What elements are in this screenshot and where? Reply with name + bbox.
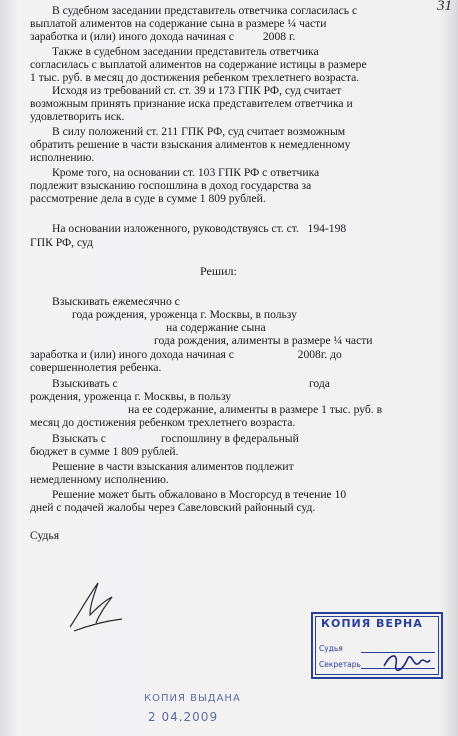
stamp-judge-label: Судья bbox=[319, 644, 343, 653]
text-line: согласилась с выплатой алиментов на содержание истицы в размере bbox=[30, 58, 367, 71]
text-line: Взыскивать с года bbox=[52, 377, 330, 390]
text-line: Кроме того, на основании ст. 103 ГПК РФ с ответчика bbox=[52, 166, 320, 179]
text-line: Также в судебном заседании представитель ответчика bbox=[52, 45, 319, 58]
judge-signature bbox=[60, 575, 130, 637]
text-line: рождения, уроженца г. Москвы, в пользу bbox=[30, 390, 232, 403]
text-line: года рождения, алименты в размере ¼ части bbox=[154, 334, 373, 347]
text-line: 1 тыс. руб. в месяц до достижения ребенком трехлетнего возраста. bbox=[30, 71, 360, 84]
text-line: Судья bbox=[30, 529, 60, 542]
issued-stamp-date: 2 04.2009 bbox=[148, 710, 219, 724]
text-line: подлежит взысканию госпошлина в доход государства за bbox=[30, 179, 312, 192]
text-line: выплатой алиментов на содержание сына в размере ¼ части bbox=[30, 17, 327, 30]
text-line: бюджет в сумме 1 809 рублей. bbox=[30, 445, 179, 458]
text-line: совершеннолетия ребенка. bbox=[30, 361, 162, 374]
text-line: возможным принять признание иска представителем ответчика и bbox=[30, 97, 353, 110]
text-line: заработка и (или) иного дохода начиная с 2008г. до bbox=[30, 348, 342, 361]
stamp-secretary-label: Секретарь bbox=[319, 660, 361, 669]
text-line: На основании изложенного, руководствуясь ст. ст. 194-198 bbox=[52, 222, 347, 235]
resolution-heading: Решил: bbox=[200, 264, 237, 278]
text-line: дней с подачей жалобы через Савеловский районный суд. bbox=[30, 501, 316, 514]
text-line: месяц до достижения ребенком трехлетнего возраста. bbox=[30, 416, 296, 429]
text-line: В силу положений ст. 211 ГПК РФ, суд считает возможным bbox=[52, 125, 346, 138]
text-line: рассмотрение дела в суде в сумме 1 809 рублей. bbox=[30, 192, 266, 205]
text-line: на содержание сына bbox=[166, 321, 266, 334]
text-line: заработка и (или) иного дохода начиная с 2008 г. bbox=[30, 30, 296, 43]
text-line: Взыскать с госпошлину в федеральный bbox=[52, 432, 299, 445]
text-line: обратить решение в части взыскания алиментов к немедленному bbox=[30, 138, 351, 151]
secretary-signature bbox=[378, 646, 434, 680]
text-line: удовлетворить иск. bbox=[30, 110, 125, 123]
text-line: Решение в части взыскания алиментов подлежит bbox=[52, 460, 294, 473]
page-number-mark: 31 bbox=[437, 0, 452, 14]
text-line: года рождения, уроженца г. Москвы, в пользу bbox=[72, 308, 297, 321]
text-line: немедленному исполнению. bbox=[30, 473, 169, 486]
text-line: на ее содержание, алименты в размере 1 тыс. руб. в bbox=[128, 403, 383, 416]
text-line: исполнению. bbox=[30, 151, 95, 164]
text-line: Решение может быть обжаловано в Мосгорсуд в течение 10 bbox=[52, 488, 347, 501]
stamp-title: КОПИЯ ВЕРНА bbox=[321, 617, 423, 630]
copy-issued-stamp bbox=[144, 693, 241, 724]
text-line: В судебном заседании представитель ответчика согласилась с bbox=[52, 4, 358, 17]
text-line: ГПК РФ, суд bbox=[30, 236, 93, 249]
text-line: Взыскивать ежемесячно с bbox=[52, 295, 180, 308]
text-line: Исходя из требований ст. ст. 39 и 173 ГПК РФ, суд считает bbox=[52, 84, 342, 97]
issued-stamp-title: КОПИЯ ВЫДАНА bbox=[144, 693, 241, 704]
